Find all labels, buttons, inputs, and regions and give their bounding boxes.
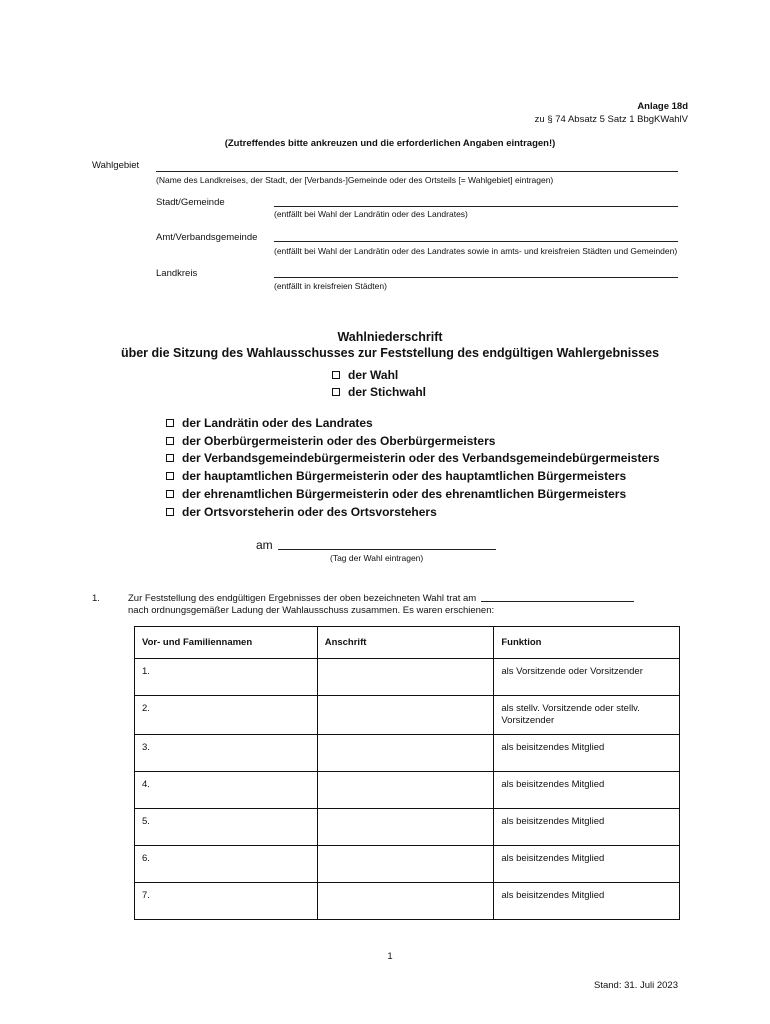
section-text-line2: nach ordnungsgemäßer Ladung der Wahlausschuss zusammen. Es waren erschienen: [128,605,495,616]
document-subtitle: über die Sitzung des Wahlausschusses zur Feststellung des endgültigen Wahlergebnisses [120,346,660,360]
address-cell[interactable] [317,772,494,809]
stand-date: Stand: 31. Juli 2023 [594,980,678,991]
function-cell: als stellv. Vorsitzende oder stellv. Vorsitzender [494,696,680,735]
row-number[interactable]: 5. [135,809,318,846]
row-number[interactable]: 3. [135,735,318,772]
function-cell: als beisitzendes Mitglied [494,846,680,883]
wahlgebiet-input-line[interactable] [156,171,678,172]
section-text-line1: Zur Feststellung des endgültigen Ergebnisses der oben bezeichneten Wahl trat am [128,593,477,604]
function-cell: als Vorsitzende oder Vorsitzender [494,659,680,696]
column-header-function: Funktion [494,627,680,659]
landkreis-input-line[interactable] [274,277,678,278]
meeting-date-input-line[interactable] [481,601,634,602]
landkreis-label: Landkreis [156,268,198,279]
option-stichwahl[interactable] [332,385,426,399]
legal-reference: zu § 74 Absatz 5 Satz 1 BbgKWahlV [534,114,688,125]
section-number: 1. [92,593,100,604]
option-oberbuergermeister[interactable] [166,434,495,448]
column-header-address: Anschrift [317,627,494,659]
address-cell[interactable] [317,809,494,846]
checkbox-icon[interactable] [166,419,174,427]
function-cell: als beisitzendes Mitglied [494,735,680,772]
address-cell[interactable] [317,659,494,696]
table-row [135,809,680,846]
address-cell[interactable] [317,735,494,772]
landkreis-hint: (entfällt in kreisfreien Städten) [274,281,387,291]
checkbox-icon[interactable] [166,472,174,480]
address-cell[interactable] [317,883,494,920]
option-ortsvorsteher[interactable] [166,505,437,519]
option-wahl[interactable] [332,368,398,382]
option-label: der Stichwahl [348,385,427,399]
checkbox-icon[interactable] [166,437,174,445]
date-label: am [256,538,273,552]
column-header-name: Vor- und Familiennamen [135,627,318,659]
function-cell: als beisitzendes Mitglied [494,772,680,809]
function-cell: als beisitzendes Mitglied [494,809,680,846]
option-label: der Ortsvorsteherin oder des Ortsvorstehers [182,505,437,519]
wahlgebiet-label: Wahlgebiet [92,160,140,171]
stadt-gemeinde-input-line[interactable] [274,206,678,207]
stadt-gemeinde-label: Stadt/Gemeinde [156,197,225,208]
table-header-row [135,627,680,659]
table-row [135,846,680,883]
document-title: Wahlniederschrift [337,330,443,344]
table-row [135,735,680,772]
checkbox-icon[interactable] [332,371,340,379]
checkbox-icon[interactable] [166,508,174,516]
stadt-gemeinde-hint: (entfällt bei Wahl der Landrätin oder des Landrates) [274,209,468,219]
checkbox-icon[interactable] [166,454,174,462]
date-input-line[interactable] [278,549,496,550]
option-label: der hauptamtlichen Bürgermeisterin oder des hauptamtlichen Bürgermeisters [182,469,627,483]
page-number: 1 [387,951,393,962]
address-cell[interactable] [317,696,494,735]
table-row [135,696,680,735]
row-number[interactable]: 6. [135,846,318,883]
row-number[interactable]: 4. [135,772,318,809]
option-label: der Verbandsgemeindebürgermeisterin oder des Verbandsgemeindebürgermeisters [182,451,660,465]
option-label: der Oberbürgermeisterin oder des Oberbürgermeisters [182,434,496,448]
checkbox-icon[interactable] [166,490,174,498]
function-cell: als beisitzendes Mitglied [494,883,680,920]
row-number[interactable]: 1. [135,659,318,696]
option-landrat[interactable] [166,416,373,430]
annex-label: Anlage 18d [637,101,688,112]
table-row [135,883,680,920]
option-verbandsgemeindebuergermeister[interactable] [166,451,660,465]
wahlgebiet-hint: (Name des Landkreises, der Stadt, der [Verbands-]Gemeinde oder des Ortsteils [= Wahlgebiet] eintragen) [156,175,554,185]
members-table [134,626,680,920]
option-ehrenamtl-buergermeister[interactable] [166,487,626,501]
address-cell[interactable] [317,846,494,883]
amt-verbandsgemeinde-hint: (entfällt bei Wahl der Landrätin oder des Landrates sowie in amts- und kreisfreien Städten und Gemeinden) [274,246,678,256]
table-row [135,659,680,696]
table-row [135,772,680,809]
option-label: der ehrenamtlichen Bürgermeisterin oder des ehrenamtlichen Bürgermeisters [182,487,627,501]
checkbox-icon[interactable] [332,388,340,396]
option-label: der Wahl [348,368,399,382]
row-number[interactable]: 2. [135,696,318,735]
amt-verbandsgemeinde-label: Amt/Verbandsgemeinde [156,232,258,243]
amt-verbandsgemeinde-input-line[interactable] [274,241,678,242]
instruction-note: (Zutreffendes bitte ankreuzen und die erforderlichen Angaben eintragen!) [224,138,556,149]
date-hint: (Tag der Wahl eintragen) [330,553,424,563]
row-number[interactable]: 7. [135,883,318,920]
option-hauptamtl-buergermeister[interactable] [166,469,626,483]
option-label: der Landrätin oder des Landrates [182,416,373,430]
